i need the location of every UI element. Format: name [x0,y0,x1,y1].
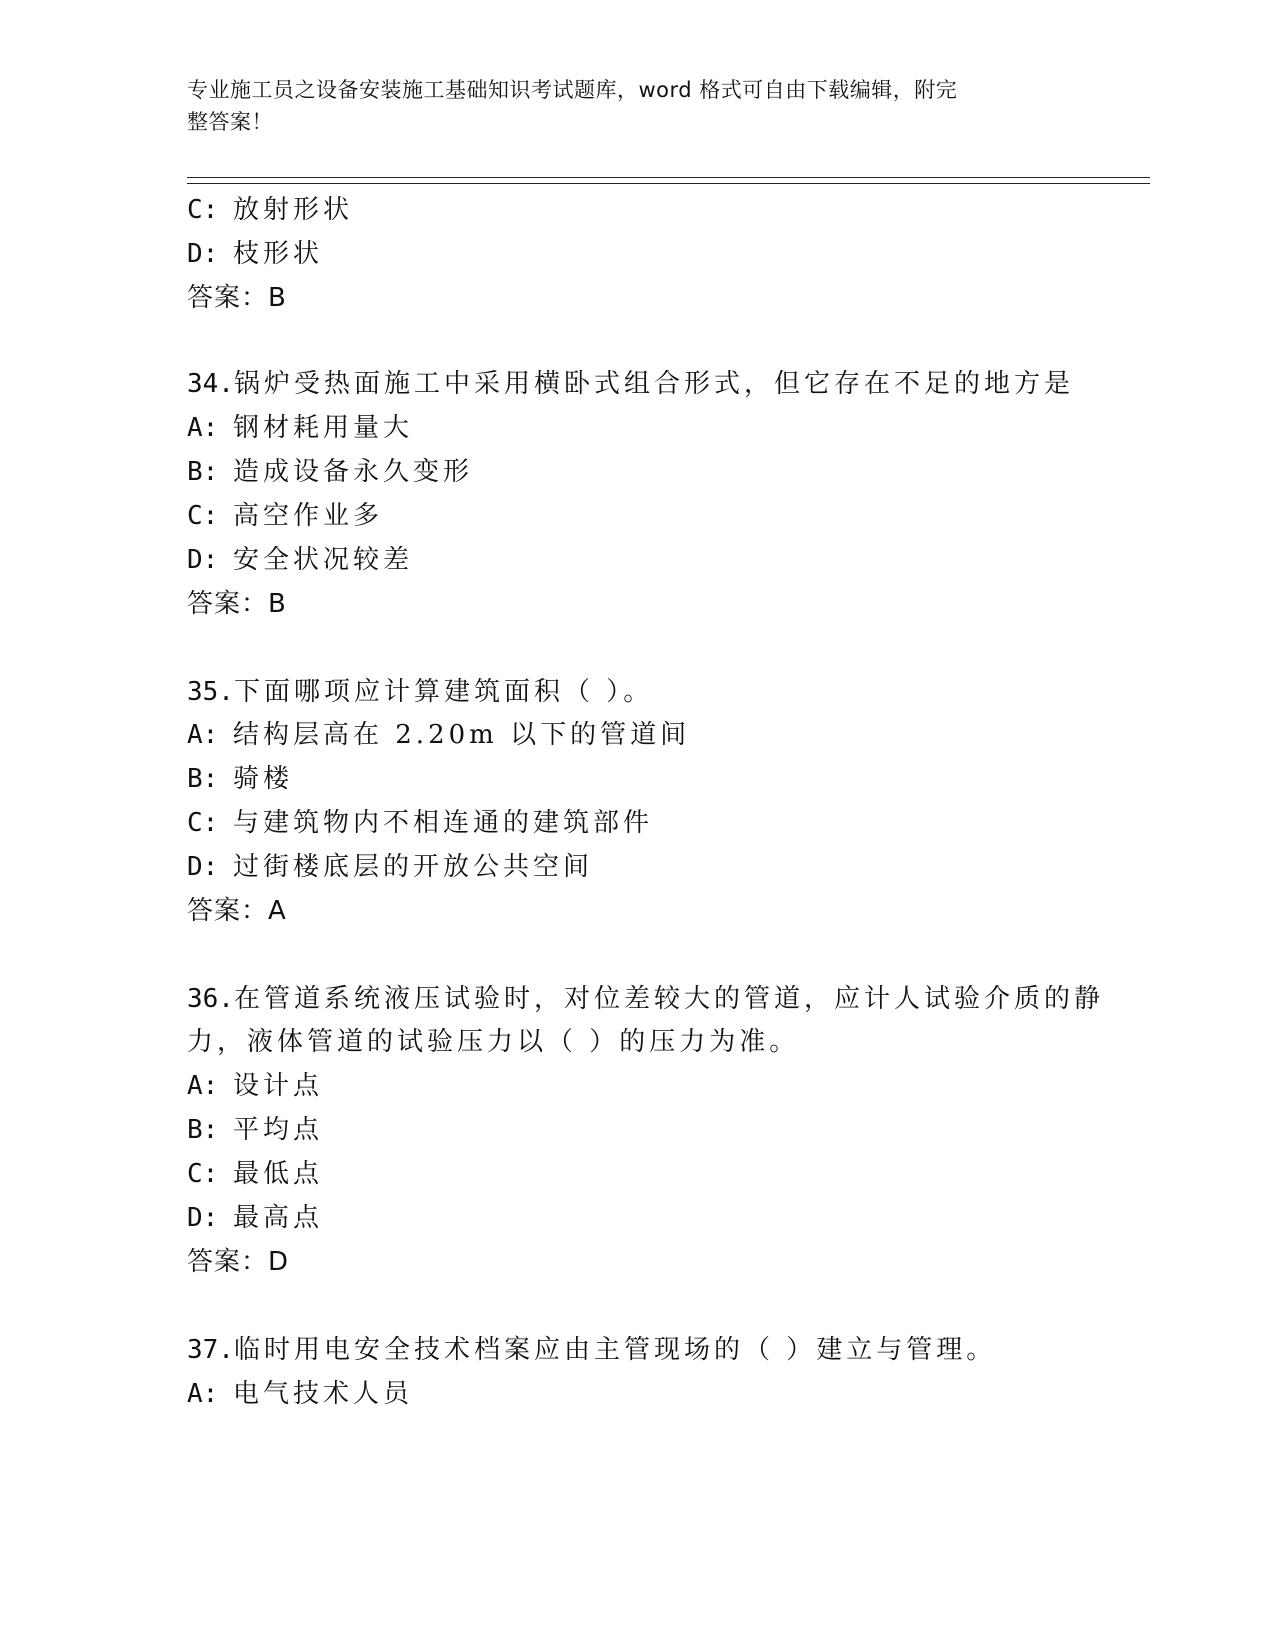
question-36-option-d: D: 最高点 [187,1203,324,1233]
question-35-option-a: A: 结构层高在 2.20m 以下的管道间 [187,720,691,750]
question-34-option-c: C: 高空作业多 [187,501,384,531]
header-divider-bottom [187,183,1150,184]
document-header [187,74,1067,138]
question-34-answer: 答案：B [187,589,287,619]
question-36-option-a: A: 设计点 [187,1071,324,1101]
question-34-option-b: B: 造成设备永久变形 [187,457,474,487]
question-37-option-a: A: 电气技术人员 [187,1379,414,1409]
question-36-text-line-1: 36.在管道系统液压试验时，对位差较大的管道，应计人试验介质的静 [187,984,1104,1014]
question-35-option-b: B: 骑楼 [187,764,294,794]
question-35-option-d: D: 过街楼底层的开放公共空间 [187,852,594,882]
question-34-option-d: D: 安全状况较差 [187,545,414,575]
question-34-text: 34.锅炉受热面施工中采用横卧式组合形式，但它存在不足的地方是 [187,369,1074,399]
question-36-text-line-2: 力，液体管道的试验压力以（ ）的压力为准。 [187,1027,800,1057]
option-d: D: 枝形状 [187,239,324,269]
question-37-text: 37.临时用电安全技术档案应由主管现场的（ ）建立与管理。 [187,1335,997,1365]
question-36-option-c: C: 最低点 [187,1159,324,1189]
header-line-1: 专业施工员之设备安装施工基础知识考试题库，word 格式可自由下载编辑，附完 [187,78,958,102]
header-line-2: 整答案！ [187,110,273,134]
question-35-option-c: C: 与建筑物内不相连通的建筑部件 [187,808,654,838]
question-35-answer: 答案：A [187,896,287,926]
option-c: C: 放射形状 [187,195,354,225]
question-36-answer: 答案：D [187,1247,290,1277]
question-36-option-b: B: 平均点 [187,1115,324,1145]
question-34-option-a: A: 钢材耗用量大 [187,413,414,443]
header-divider-top [187,177,1150,178]
answer-line: 答案：B [187,283,287,313]
question-35-text: 35.下面哪项应计算建筑面积（ ）。 [187,677,654,707]
